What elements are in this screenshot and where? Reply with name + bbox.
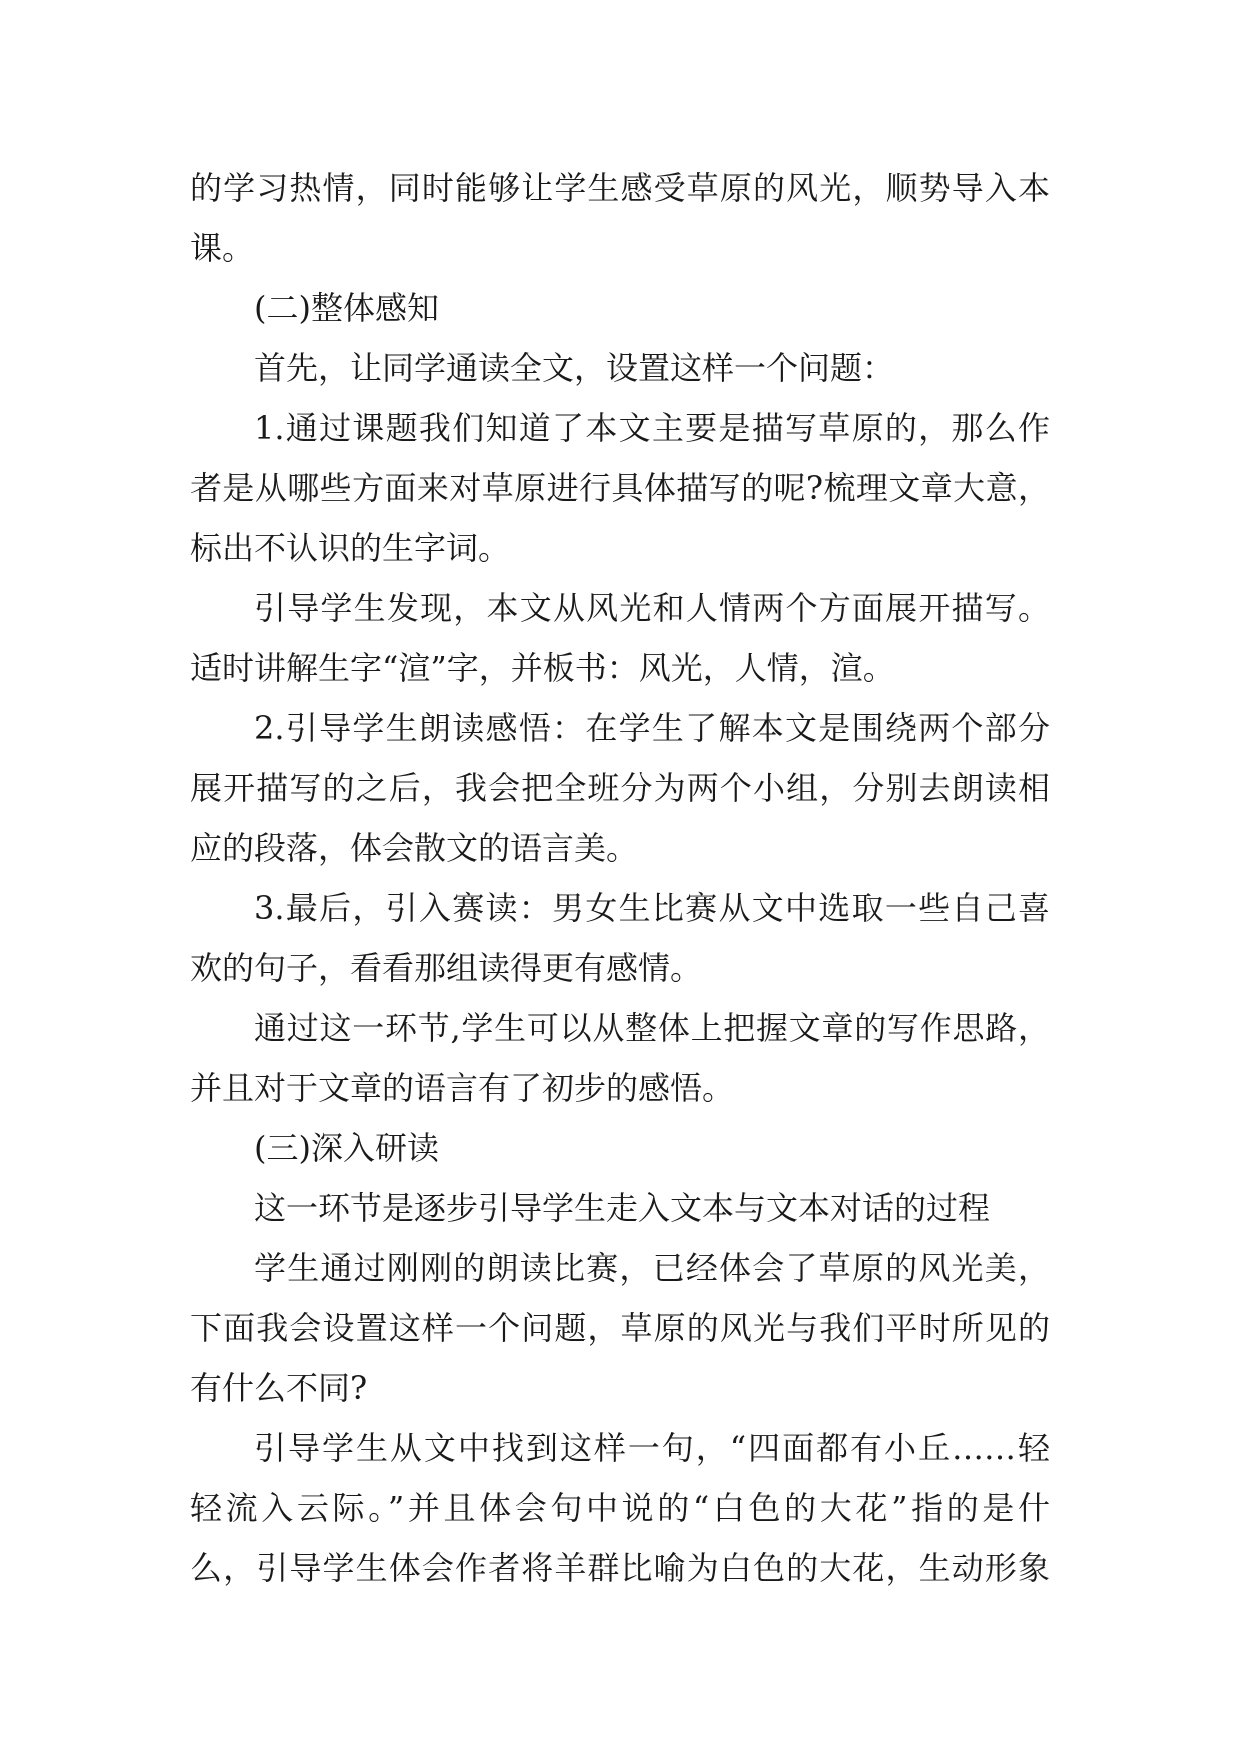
section-heading: (二)整体感知 — [254, 289, 439, 327]
text-line: 首先，让同学通读全文，设置这样一个问题： — [254, 349, 895, 387]
text-line: 这一环节是逐步引导学生走入文本与文本对话的过程 — [254, 1189, 991, 1227]
text-line: 应的段落，体会散文的语言美。 — [190, 829, 639, 867]
text-line: 3.最后，引入赛读：男女生比赛从文中选取一些自己喜 — [254, 889, 1050, 927]
text-line: 1.通过课题我们知道了本文主要是描写草原的，那么作 — [254, 409, 1050, 447]
text-line: 适时讲解生字“渲”字，并板书：风光，人情，渲。 — [190, 649, 895, 687]
text-line: 课。 — [190, 229, 255, 267]
text-line: 引导学生发现，本文从风光和人情两个方面展开描写。 — [254, 589, 1050, 627]
document-body — [190, 158, 1050, 1598]
text-line: 并且对于文章的语言有了初步的感悟。 — [190, 1069, 735, 1107]
text-line: 者是从哪些方面来对草原进行具体描写的呢?梳理文章大意， — [190, 469, 1050, 507]
text-line: 的学习热情，同时能够让学生感受草原的风光，顺势导入本 — [190, 169, 1050, 207]
text-line: 展开描写的之后，我会把全班分为两个小组，分别去朗读相 — [190, 769, 1050, 807]
text-line: 标出不认识的生字词。 — [190, 529, 511, 567]
text-line: 有什么不同? — [190, 1369, 368, 1407]
text-line: 2.引导学生朗读感悟：在学生了解本文是围绕两个部分 — [254, 709, 1050, 747]
text-line: 么，引导学生体会作者将羊群比喻为白色的大花，生动形象 — [190, 1549, 1050, 1587]
text-line: 欢的句子，看看那组读得更有感情。 — [190, 949, 703, 987]
text-line: 学生通过刚刚的朗读比赛，已经体会了草原的风光美， — [254, 1249, 1050, 1287]
text-line: 下面我会设置这样一个问题，草原的风光与我们平时所见的 — [190, 1309, 1050, 1347]
text-line: 通过这一环节,学生可以从整体上把握文章的写作思路， — [254, 1009, 1050, 1047]
text-line: 轻流入云际。”并且体会句中说的“白色的大花”指的是什 — [190, 1489, 1050, 1527]
section-heading: (三)深入研读 — [254, 1129, 439, 1167]
text-line: 引导学生从文中找到这样一句，“四面都有小丘……轻 — [254, 1429, 1050, 1467]
